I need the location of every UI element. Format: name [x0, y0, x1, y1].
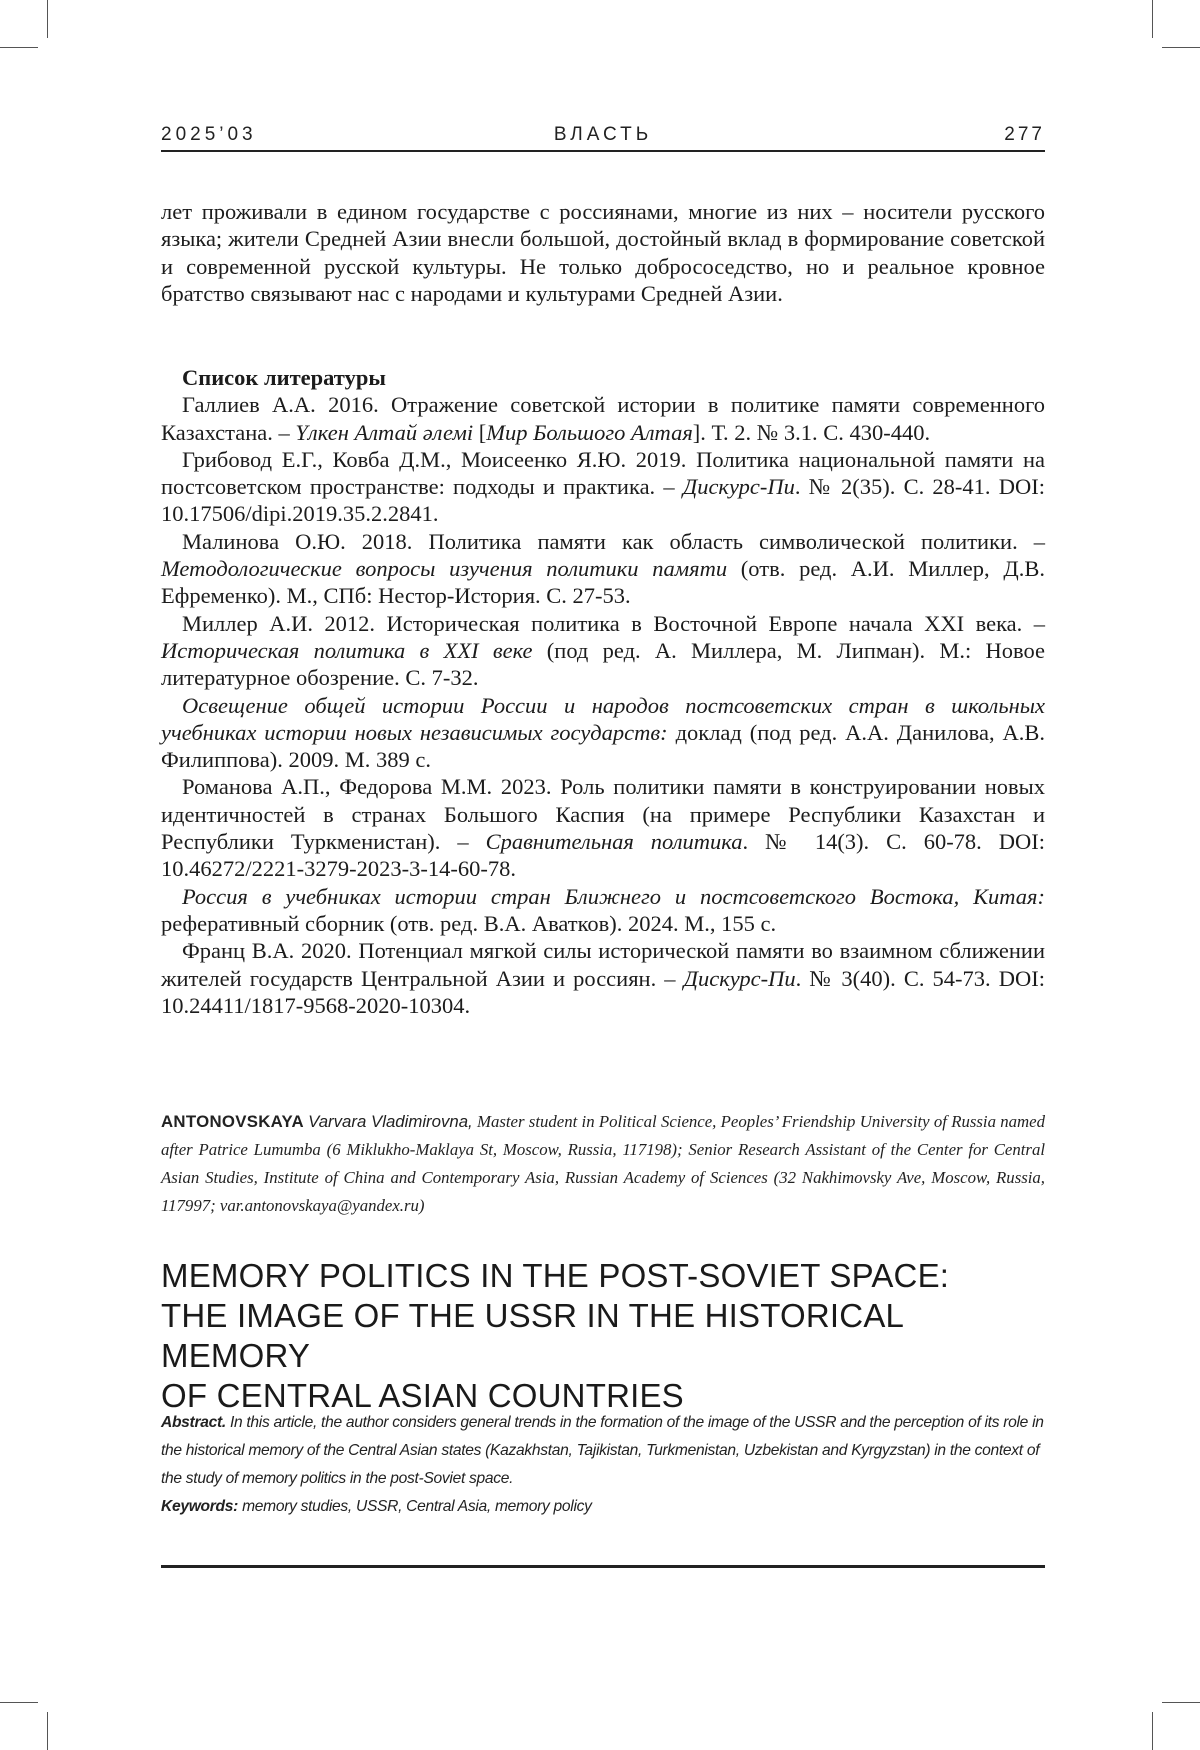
abstract-label: Abstract. [161, 1414, 226, 1431]
keywords-paragraph [161, 1493, 1045, 1521]
abstract [161, 1409, 1045, 1521]
author-note [161, 1108, 1045, 1220]
reference-item: Франц В.А. 2020. Потенциал мягкой силы исторической памяти во взаимном сближении жителей государств Центральной Азии и россиян. – Дискурс-Пи. № 3(40). С. 54-73. DOI: 10.24411/1817-9568-2020-10304. [161, 937, 1045, 1019]
reference-item: Миллер А.И. 2012. Историческая политика в Восточной Европе начала XXI века. – Историческая политика в XXI веке (под ред. А. Миллера, М. Липман). М.: Новое литературное обозрение. С. 7-32. [161, 610, 1045, 692]
crop-mark [1152, 0, 1153, 38]
english-title [161, 1256, 1045, 1416]
body-paragraph: лет проживали в едином государстве с россиянами, многие из них – носители русского языка; жители Средней Азии внесли большой, достойный вклад в формирование советской и современной русской культуры. Не только добрососедство, но и реальное кровное братство связывают нас с народами и культурами Средней Азии. [161, 198, 1045, 307]
reference-item: Галлиев А.А. 2016. Отражение советской истории в политике памяти современного Казахстана. – Үлкен Алтай әлемі [Мир Большого Алтая]. Т. 2. № 3.1. С. 430-440. [161, 391, 1045, 446]
english-title-line: MEMORY POLITICS IN THE POST-SOVIET SPACE: [161, 1256, 1045, 1296]
english-title-line: OF CENTRAL ASIAN COUNTRIES [161, 1376, 1045, 1416]
author-details: Master student in Political Science, Peoples’ Friendship University of Russia named after Patrice Lumumba (6 Miklukho-Maklaya St, Moscow, Russia, 117198); Senior Research Assistant of the Center for Central Asian Studies, Institute of China and Contemporary Asia, Russian Academy of Sciences (32 Nakhimovsky Ave, Moscow, Russia, 117997; var.antonovskaya@yandex.ru) [161, 1112, 1045, 1215]
journal-name: ВЛАСТЬ [161, 124, 1045, 146]
author-given-names: Varvara Vladimirovna, [308, 1112, 473, 1131]
reference-item: Малинова О.Ю. 2018. Политика памяти как область символической политики. – Методологические вопросы изучения политики памяти (отв. ред. А.И. Миллер, Д.В. Ефременко). М., СПб: Нестор-История. С. 27-53. [161, 528, 1045, 610]
abstract-paragraph [161, 1409, 1045, 1493]
crop-mark [0, 1702, 38, 1703]
crop-mark [47, 1712, 48, 1750]
reference-item: Россия в учебниках истории стран Ближнего и постсоветского Востока, Китая: реферативный сборник (отв. ред. В.А. Аватков). 2024. М., 155 с. [161, 883, 1045, 938]
references [161, 364, 1045, 1019]
keywords-label: Keywords: [161, 1498, 238, 1515]
author-surname: ANTONOVSKAYA [161, 1112, 304, 1131]
references-title: Список литературы [161, 364, 1045, 391]
abstract-text: In this article, the author considers general trends in the formation of the image of the USSR and the perception of its role in the historical memory of the Central Asian states (Kazakhstan, Tajikistan, Turkmenistan, Uzbekistan and Kyrgyzstan) in the context of the study of memory politics in the post-Soviet space. [161, 1414, 1044, 1487]
reference-item: Освещение общей истории России и народов постсоветских стран в школьных учебниках истории новых независимых государств: доклад (под ред. А.А. Данилова, А.В. Филиппова). 2009. М. 389 с. [161, 692, 1045, 774]
running-head [161, 124, 1045, 146]
page-number: 277 [1004, 124, 1045, 146]
keywords-text: memory studies, USSR, Central Asia, memory policy [238, 1498, 592, 1515]
crop-mark [47, 0, 48, 38]
crop-mark [1152, 1712, 1153, 1750]
crop-mark [1162, 47, 1200, 48]
crop-mark [1162, 1702, 1200, 1703]
english-title-line: THE IMAGE OF THE USSR IN THE HISTORICAL MEMORY [161, 1296, 1045, 1376]
reference-item: Романова А.П., Федорова М.М. 2023. Роль политики памяти в конструировании новых идентичностей в странах Большого Каспия (на примере Республики Казахстан и Республики Туркменистан). – Сравнительная политика. № 14(3). С. 60-78. DOI: 10.46272/2221-3279-2023-3-14-60-78. [161, 773, 1045, 882]
issue-number: 2025’03 [161, 124, 257, 146]
reference-item: Грибовод Е.Г., Ковба Д.М., Моисеенко Я.Ю. 2019. Политика национальной памяти на постсоветском пространстве: подходы и практика. – Дискурс-Пи. № 2(35). С. 28-41. DOI: 10.17506/dipi.2019.35.2.2841. [161, 446, 1045, 528]
crop-mark [0, 47, 38, 48]
header-rule [161, 150, 1045, 152]
footer-rule [161, 1565, 1045, 1568]
